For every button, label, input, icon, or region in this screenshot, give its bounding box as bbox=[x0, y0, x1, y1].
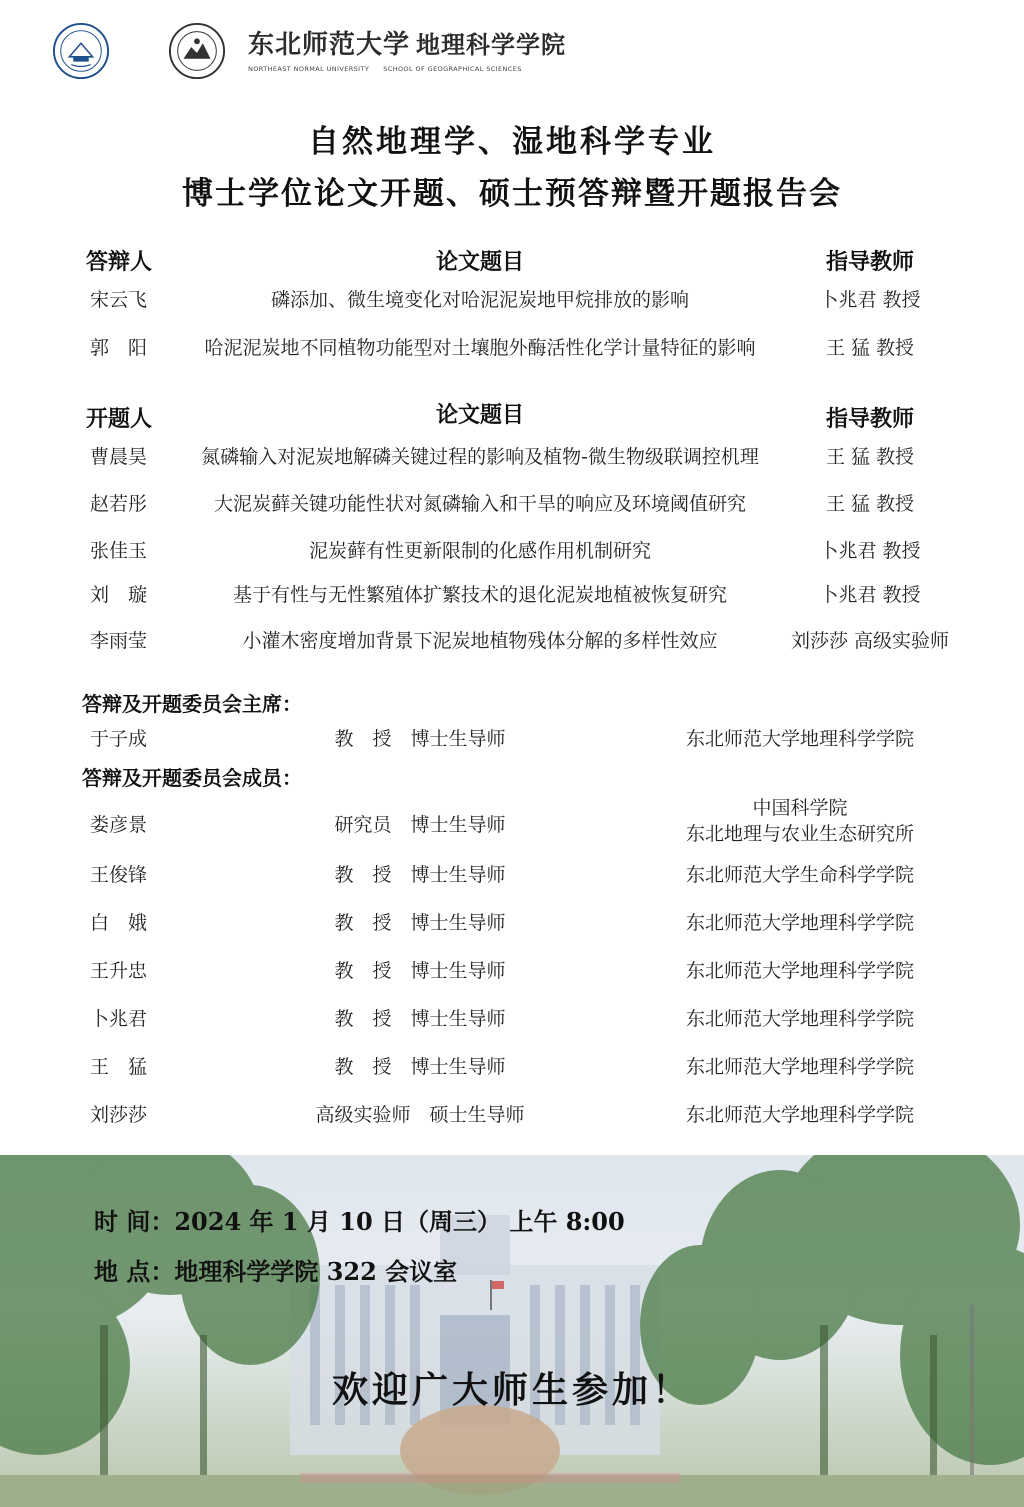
proposal-advisor: 王 猛 教授 bbox=[825, 446, 915, 468]
brand-english bbox=[248, 65, 566, 73]
member-name: 王升忠 bbox=[90, 960, 148, 982]
defense-topic: 哈泥泥炭地不同植物功能型对土壤胞外酶活性化学计量特征的影响 bbox=[204, 337, 756, 359]
proposal-header-advisor: 指导教师 bbox=[825, 407, 914, 432]
member-inst: 东北师范大学地理科学学院 bbox=[685, 1008, 914, 1030]
member-name: 刘莎莎 bbox=[90, 1104, 148, 1126]
proposal-topic: 大泥炭藓关键功能性状对氮磷输入和干旱的响应及环境阈值研究 bbox=[213, 493, 746, 515]
committee-chair-title: 教 授 博士生导师 bbox=[334, 728, 506, 750]
event-time: 时 间：2024 年 1 月 10 日（周三） 上午 8:00 bbox=[94, 1207, 625, 1236]
brand-name bbox=[248, 24, 566, 61]
committee-chair-name: 于子成 bbox=[90, 728, 148, 750]
header bbox=[0, 0, 1024, 100]
member-name: 王 猛 bbox=[90, 1056, 148, 1078]
proposal-header-person: 开题人 bbox=[86, 407, 153, 432]
member-title: 教 授 博士生导师 bbox=[334, 1008, 506, 1030]
committee-chair-inst: 东北师范大学地理科学学院 bbox=[685, 728, 914, 750]
university-name: 东北师范大学 bbox=[248, 30, 411, 60]
defense-advisor: 卜兆君 教授 bbox=[819, 289, 921, 311]
proposal-topic: 基于有性与无性繁殖体扩繁技术的退化泥炭地植被恢复研究 bbox=[232, 584, 727, 606]
proposal-advisor: 卜兆君 教授 bbox=[819, 540, 921, 562]
defense-topic: 磷添加、微生境变化对哈泥泥炭地甲烷排放的影响 bbox=[270, 289, 689, 311]
defense-header-advisor: 指导教师 bbox=[825, 250, 914, 275]
proposal-topic: 小灌木密度增加背景下泥炭地植物残体分解的多样性效应 bbox=[242, 630, 718, 652]
proposal-name: 曹晨昊 bbox=[90, 446, 148, 468]
committee-chair-label: 答辩及开题委员会主席： bbox=[82, 692, 302, 716]
event-place: 地 点：地理科学学院 322 会议室 bbox=[94, 1257, 458, 1286]
school-logo bbox=[168, 22, 226, 80]
proposal-topic: 泥炭藓有性更新限制的化感作用机制研究 bbox=[308, 540, 651, 562]
proposal-advisor: 刘莎莎 高级实验师 bbox=[790, 630, 950, 652]
defense-name: 郭 阳 bbox=[90, 337, 148, 359]
proposal-topic: 氮磷输入对泥炭地解磷关键过程的影响及植物-微生物级联调控机理 bbox=[201, 446, 759, 468]
defense-name: 宋云飞 bbox=[90, 289, 148, 311]
welcome-message: 欢迎广大师生参加！ bbox=[331, 1369, 692, 1411]
school-name-en: SCHOOL OF GEOGRAPHICAL SCIENCES bbox=[383, 65, 522, 73]
member-title: 研究员 博士生导师 bbox=[334, 814, 506, 836]
defense-header-topic: 论文题目 bbox=[435, 250, 524, 275]
member-title: 教 授 博士生导师 bbox=[334, 1056, 506, 1078]
member-inst: 东北师范大学生命科学学院 bbox=[685, 864, 914, 886]
member-title: 教 授 博士生导师 bbox=[334, 912, 506, 934]
page-title-line1: 自然地理学、湿地科学专业 bbox=[308, 124, 716, 160]
member-name: 白 娥 bbox=[90, 912, 148, 934]
proposal-advisor: 王 猛 教授 bbox=[825, 493, 915, 515]
member-inst: 东北师范大学地理科学学院 bbox=[685, 912, 914, 934]
member-title: 教 授 博士生导师 bbox=[334, 864, 506, 886]
proposal-advisor: 卜兆君 教授 bbox=[819, 584, 921, 606]
defense-header-person: 答辩人 bbox=[86, 250, 153, 275]
member-inst: 东北师范大学地理科学学院 bbox=[685, 1056, 914, 1078]
member-inst-line2: 东北地理与农业生态研究所 bbox=[685, 823, 914, 845]
committee-members-label: 答辩及开题委员会成员： bbox=[82, 766, 302, 790]
member-inst-line1: 中国科学院 bbox=[752, 797, 848, 819]
member-inst: 东北师范大学地理科学学院 bbox=[685, 960, 914, 982]
member-name: 卜兆君 bbox=[90, 1008, 148, 1030]
proposal-header-topic: 论文题目 bbox=[435, 403, 524, 428]
member-inst: 东北师范大学地理科学学院 bbox=[685, 1104, 914, 1126]
member-name: 娄彦景 bbox=[90, 814, 148, 836]
page-title-line2: 博士学位论文开题、硕士预答辩暨开题报告会 bbox=[182, 176, 842, 212]
proposal-name: 李雨莹 bbox=[90, 630, 148, 652]
defense-advisor: 王 猛 教授 bbox=[825, 337, 915, 359]
member-title: 教 授 博士生导师 bbox=[334, 960, 506, 982]
university-logo bbox=[52, 22, 110, 80]
proposal-name: 赵若彤 bbox=[90, 493, 148, 515]
member-name: 王俊锋 bbox=[90, 864, 148, 886]
member-inst bbox=[660, 795, 940, 847]
member-title: 高级实验师 硕士生导师 bbox=[315, 1104, 525, 1126]
proposal-name: 张佳玉 bbox=[90, 540, 148, 562]
brand bbox=[248, 24, 566, 73]
university-name-en: NORTHEAST NORMAL UNIVERSITY bbox=[248, 65, 370, 73]
school-name: 地理科学学院 bbox=[416, 31, 567, 59]
proposal-name: 刘 璇 bbox=[90, 584, 148, 606]
